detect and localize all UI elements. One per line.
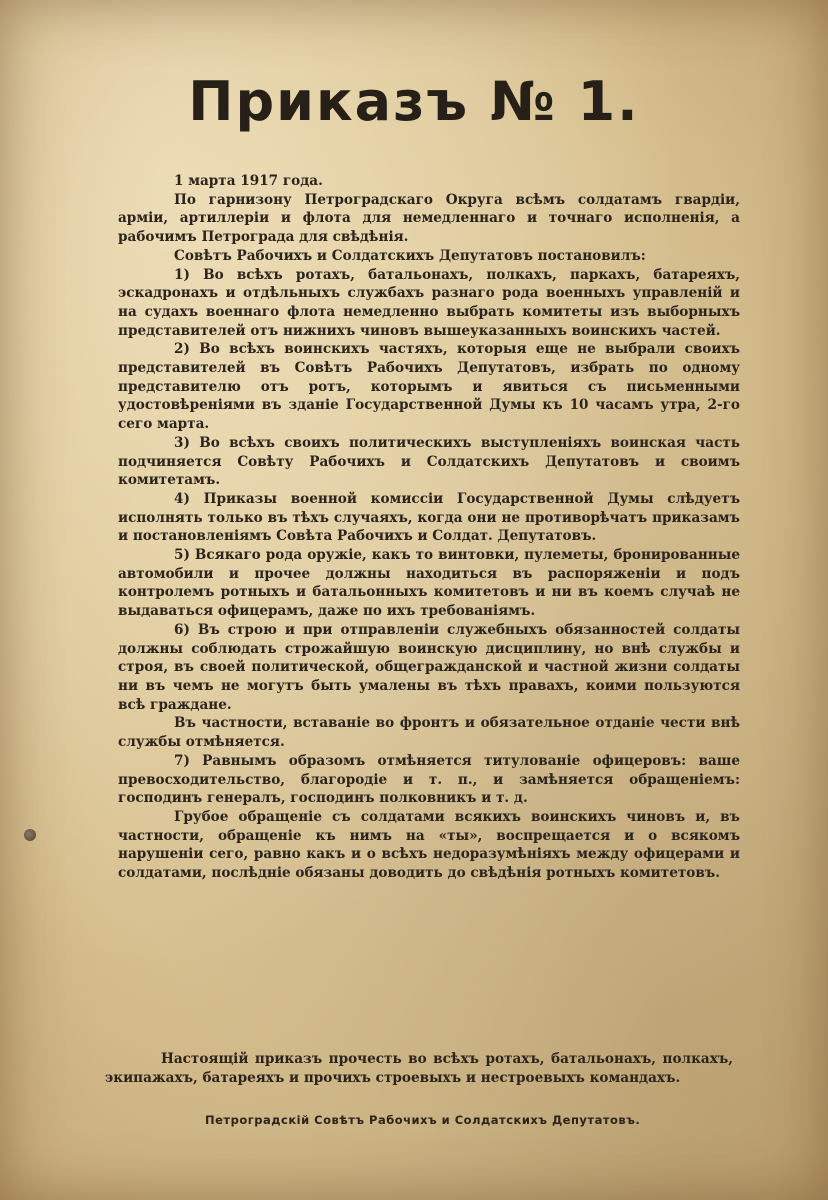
paragraph-point-4: 4) Приказы военной комиссіи Государственной Думы слѣдуетъ исполнять только въ тѣхъ случаяхъ, когда они не противорѣчатъ приказамъ и постановленіямъ Совѣта Рабочихъ и Солдат. Депутатовъ. <box>118 490 740 545</box>
punch-hole <box>24 829 36 841</box>
paragraph-point-6-note: Въ частности, вставаніе во фронтъ и обязательное отданіе чести внѣ службы отмѣняется. <box>118 715 740 751</box>
document-footer <box>105 1050 733 1088</box>
document-title: Приказъ № 1. <box>188 70 640 133</box>
paragraph-point-6: 6) Въ строю и при отправленіи служебныхъ обязанностей солдаты должны соблюдать строжайшую воинскую дисциплину, но внѣ службы и строя, въ своей политической, общегражданской и частной жизни солдаты ни въ чемъ не могутъ быть умалены въ тѣхъ правахъ, коими пользуются всѣ граждане. <box>118 621 740 713</box>
footer-instruction: Настоящій приказъ прочесть во всѣхъ ротахъ, батальонахъ, полкахъ, экипажахъ, батареяхъ и прочихъ строевыхъ и нестроевыхъ командахъ. <box>105 1051 733 1086</box>
paragraph-point-7-note: Грубое обращеніе съ солдатами всякихъ воинскихъ чиновъ и, въ частности, обращеніе къ нимъ на «ты», воспрещается и о всякомъ нарушеніи сего, равно какъ и о всѣхъ недоразумѣніяхъ между офицерами и солдатами, послѣдніе обязаны доводить до свѣдѣнія ротныхъ комитетовъ. <box>118 808 740 882</box>
paragraph-point-1: 1) Во всѣхъ ротахъ, батальонахъ, полкахъ, паркахъ, батареяхъ, эскадронахъ и отдѣльныхъ службахъ разнаго рода военныхъ управленій и на судахъ военнаго флота немедленно выбрать комитеты изъ выборныхъ представителей отъ нижнихъ чиновъ вышеуказанныхъ воинскихъ частей. <box>118 266 740 339</box>
paragraph-point-3: 3) Во всѣхъ своихъ политическихъ выступленіяхъ воинская часть подчиняется Совѣту Рабочихъ и Солдатскихъ Депутатовъ и своимъ комитетамъ. <box>118 434 740 489</box>
document-date: 1 марта 1917 года. <box>174 173 323 189</box>
paragraph-address: По гарнизону Петроградскаго Округа всѣмъ солдатамъ гвардіи, арміи, артиллеріи и флота для немедленнаго и точнаго исполненія, а рабочимъ Петрограда для свѣдѣнія. <box>118 191 740 246</box>
paragraph-point-5: 5) Всякаго рода оружіе, какъ то винтовки, пулеметы, бронированные автомобили и прочее должны находиться въ распоряженіи и подъ контролемъ ротныхъ и батальонныхъ комитетовъ и ни въ коемъ случаѣ не выдаваться офицерамъ, даже по ихъ требованіямъ. <box>118 547 740 620</box>
document-body <box>118 172 740 883</box>
document-signature: Петроградскій Совѣтъ Рабочихъ и Солдатскихъ Депутатовъ. <box>205 1113 641 1127</box>
paragraph-resolution: Совѣтъ Рабочихъ и Солдатскихъ Депутатовъ постановилъ: <box>174 247 646 264</box>
paragraph-point-2: 2) Во всѣхъ воинскихъ частяхъ, которыя еще не выбрали своихъ представителей въ Совѣтъ Рабочихъ Депутатовъ, избрать по одному представителю отъ ротъ, которымъ и явиться съ письменными удостовѣреніями въ зданіе Государственной Думы къ 10 часамъ утра, 2-го сего марта. <box>118 341 740 433</box>
paragraph-point-7: 7) Равнымъ образомъ отмѣняется титулованіе офицеровъ: ваше превосходительство, благородіе и т. п., и замѣняется обращеніемъ: господинъ генералъ, господинъ полковникъ и т. д. <box>118 752 740 807</box>
